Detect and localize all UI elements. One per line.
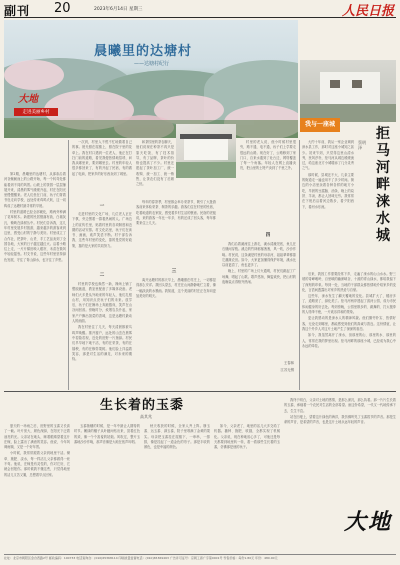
page-footer: 社址：北京市朝阳区金台西路2号 邮政编码：100733 电话查询台：(010)65368114 印刷质量监督电话：(010)65369463 广告许可证号：京朝工商广字第0001号 零售价格：每份1.80元 年价：480.00元 [4,554,396,560]
paragraph: 玉黍抽穗的时候，是一年中最让人期待的时节。嫩绿的穗子从叶腋间钻出来，顶着红色的须，像一个个害羞的姑娘。风吹过，整片玉黍地沙沙作响，那声音像是大地在低声吟唱。 [74,424,140,444]
paragraph: 我们沿着溪流往上游走，溪水清澈见底，鱼儿在石缝间穿梭。溪边的竹林郁郁葱葱，风一吹，沙沙作响。村民说，这条溪是村里的母亲河，祖祖辈辈都靠它灌溉农田。如今，大家更加懂得保护环境，溪水比以前更清了，鱼也更多了。 [222,242,296,268]
paragraph: 第2期，晨曦里的达塘村，从那条沿着河谷蜿蜒而上的公路开始，每一个转弯处都能看到不同的风景。山坡上的茶园一层层铺展开来，清晨的雾气缓缓升起，村庄在阳光里慢慢醒来。老人们坐在门前，孩子们背着书包走向学校，远处传来鸡鸣犬吠，这一切构成了达塘村最寻常的早晨。 [4,172,66,208]
article-column [302,140,354,270]
article-column [240,140,296,230]
paragraph: 走进村里的文化广场，几位老人正在下棋，旁边围着一群看热闹的人。广场边上的宣传栏里，贴着村里的各项制度和近期的活动安排。村文化站里，孩子们在读书、画画，欢声笑语不断。村干部告诉我，这些年村里的变化，靠的是党的好政策，靠的是大家的共同努力。 [72,212,132,248]
paragraph: 一次到，村里人不慌不忙地做着自己的事。晨光照在屋檐上，照在院子里的花草上。我在村口遇到一位老人，他正在打扫门前的道路，看见我便热情地招呼，问我从哪里来，要到哪里去。村里的年轻人很多都回来了，有的开起了民宿，有的做起了电商，把家乡的好东西卖到了城里。 [72,140,132,176]
banner-subtitle: ——达塘村纪行 [134,61,170,67]
article-title: 生长着的玉黍 [100,398,185,413]
article-author: 高其兆 [140,414,152,419]
article-column [72,140,132,200]
author-signature: 王春林 [283,361,294,365]
article-column [144,424,210,550]
page-header [4,3,396,18]
article-column [74,424,140,550]
article-column [4,172,66,390]
article-column [302,272,396,390]
article-column [4,424,70,550]
article-column [136,278,216,390]
column-badge [14,88,58,116]
paragraph: 这些年，涞水发生了翻天覆地的变化。县城扩大了，楼房多了，道路宽了，绿化美了。拒马河两岸建起了滨河公园，成为市民休闲健身的好去处。每到傍晚，公园里散步的、跳舞的、打太极拳的人络绎不绝，一片欢乐祥和的景象。 [302,294,396,315]
paragraph: 晚上，村里的广场上灯火通明，村民们跳起了广场舞，唱起了山歌。歌声悠扬，舞姿欢快，把山村的夜晚装点得格外热闹。 [222,269,296,285]
article-title: 拒马河畔涞水城 [376,126,390,244]
paragraph: 后来，我因工作需要经常下乡，走遍了涞水的山山水水。野三坡的奇峰峻岭，百里峡的幽深峡谷，十渡的青山绿水，都给我留下了深刻的印象。每到一处，当地的干部群众都热情地介绍家乡的变化，言语间透露出对家乡的热爱与自豪。 [302,272,396,292]
paragraph: 更让我感动的是涞水人的精神风貌。他们勤劳朴实、热情好客，无论走到哪里，都能感受到他们的真诚与善良。这份情谊，让我这个外乡人对这片土地产生了深深的眷恋。 [302,316,396,331]
paragraph: 离开达塘村的那天早上，晨曦照在村庄上，一切都显得那么安详。我回头望去，村庄在山间静静地伫立着，像一幅淡淡的水墨画。我知道，这个美丽的村庄正在奔向更加美好的明天。 [136,278,216,298]
paragraph: 夏天的一场雨之后，田野里的玉黍又长高了一截。叶片宽大，颜色深绿，在阳光下泛着油亮的光。父亲站在地头，眯着眼睛望着这片庄稼，脸上露出了满意的笑容。他说，今年风调雨顺，又是一个好年景。 [4,424,70,450]
section-number: 四 [265,233,271,238]
paragraph: 如今，我虽然离开了涞水，但那里的山、那里的水、那里的人，常常在我的梦里出现。拒马河畔的那座小城，已经成为我心中永远的牵挂。 [302,333,396,348]
paragraph: 我终于明白，父亲对土地的感情，是那么深沉，那么执着。那一片片生长着的玉黍，承载着一个农民对生活的全部希望。而这份希望，一代又一代地传承下去，生生不息。 [284,398,396,413]
issue-date: 2023年6月14日 星期三 [94,7,143,12]
article-column [284,398,396,500]
paragraph: 每年的春茶季，村里都会举办采茶节，吸引了大批游客前来体验采茶、制茶的乐趣。游客们住在村里的民宿，吃着地道的农家饭，感受着乡村生活的惬意。民宿的老板说，来的游客一年比一年多，有的还成了回头客，每年都要来住上几天。 [136,200,216,226]
paragraph: 和茶园里的茶农聊天，他们说现在种茶不再只是靠天吃饭，有了技术指导，有了品牌，茶叶的价格也提高了不少。村里还建起了茶叶加工厂，统一收购、统一加工、统一销售，让茶农们没有了后顾之忧。 [136,140,174,187]
banner-title: 晨曦里的达塘村 [94,44,193,59]
paragraph: 我在村里住了几天，每天清晨都被鸟鸣声唤醒。推开窗户，远处的山峦在晨雾中若隐若现，近处的田野一片葱绿。村民们早早地下地干活，有的在采茶，有的在插秧，有的在修剪果树。他们脸上洋溢着笑容，那是对生活的满足，对未来的期待。 [72,325,132,362]
section-logo: 大地 [344,509,393,535]
section-label: 副刊 [4,4,31,18]
paragraph: 那时候，县城还不大，几条主要的街道走一遍也用不了多少时间。街边的小店里卖着各种各样的地方小吃，早晨的豆腐脑、油条，晚上的烧饼、羊汤，都让人回味无穷。我常常在下班后沿着河边散步，看夕阳西下，看河水东流。 [302,172,354,209]
article-column [136,200,216,264]
village-photo [176,124,236,178]
article-column [72,212,132,272]
paragraph: 如今，父亲老了，地里的活儿大多交给了机器。播种、施肥、收割，全都实现了机械化。父亲说，现在种地省心多了，可他还是每天都要到地里转一转，看一看那些生长着的玉黍，仿佛那是他的孩子。 [214,424,280,450]
article-column [136,140,174,196]
column-tag: 我与一座城 [300,118,340,132]
section-number: 一 [99,204,105,209]
building-photo [300,60,396,122]
article-column [222,242,296,352]
paragraph: 小时候，我常常跟着父亲到地里干活。锄草、施肥、浇水，每一样活儿父亲都做得一丝不苟。他说，庄稼是有灵性的，你对它好，它就会回报你。那时候我不懂这些，只觉得地里的活儿又苦又累，总想着早点回家。 [4,451,70,477]
banner-image [4,20,298,138]
paragraph: 村里的老人说，他小时候村里很穷，路不通，电不通，孩子们上学要走很远的山路。现在好了，公路修到了家门口，自来水通到了灶台边，网络覆盖了每一个角落。年轻人在网上直播卖货，把山里的土特产卖到了千里之外。 [240,140,296,171]
section-number: 二 [99,273,105,278]
article-column [72,282,132,392]
article-author: 蔡明泽 [358,140,366,150]
paragraph: 秋天收获的时候，全家人齐上阵。掰玉黍、运玉黍、剥玉黍，院子里堆满了金黄的果实。母亲把玉黍挂在屋檐下，一串串，一排排，像是挂起了一道金色的帘子。那是丰收的颜色，也是幸福的颜色。 [144,424,210,450]
masthead-logo: 人民日报 [341,4,394,19]
author-location: 江苏无锡 [280,368,294,372]
paragraph: 村里的道路已经全部硬化，路两旁种满了花草树木。新建的民居错落有致，白墙灰瓦，掩映在绿树丛中。村民们告诉我，这几年村里发展乡村旅游，越来越多的游客来到这里，感受山村的宁静与美好。村里成立了合作社，把茶叶、山货、手工艺品卖到了全国各地，大家的日子越过越红火。沿着小路往上走，一片片梯田映入眼帘，禾苗在微风中轻轻摇曳。村支书说，这些年村里坚持绿色发展，守住了青山绿水，也守住了乡愁。 [4,210,66,262]
page-number: 20 [54,1,71,16]
paragraph: 村里的学校也焕然一新，操场上铺了塑胶跑道，教室里配备了多媒体设备。老师们大多是从外地来的年轻人，他们扎根山村，用知识点亮孩子们的未来。放学后，孩子们在操场上奔跑嬉戏，笑声在山谷间回荡。傍晚时分，炊烟袅袅升起，家家户户飘出饭菜的香味，这是达塘村最动人的画面。 [72,282,132,324]
section-number: 三 [171,269,177,274]
paragraph: 大约十年前，我从一家企业调到涞水县工作，那时对这座小城知之甚少。初来乍到，只觉得这里山清水秀，民风淳朴，拒马河从城边缓缓流过，给这座北方小城增添了几分灵秀之气。 [302,140,354,171]
article-column [214,424,280,550]
paragraph: 站在田埂上，望着这片绿色的海洋，我仿佛听见了玉黍拔节的声音。那是生命的声音，是希望的声音，也是这片土地永远年轻的声音。 [284,414,396,425]
badge-title: 大地 [18,94,38,105]
badge-subtitle: 走进美丽乡村 [14,108,58,116]
